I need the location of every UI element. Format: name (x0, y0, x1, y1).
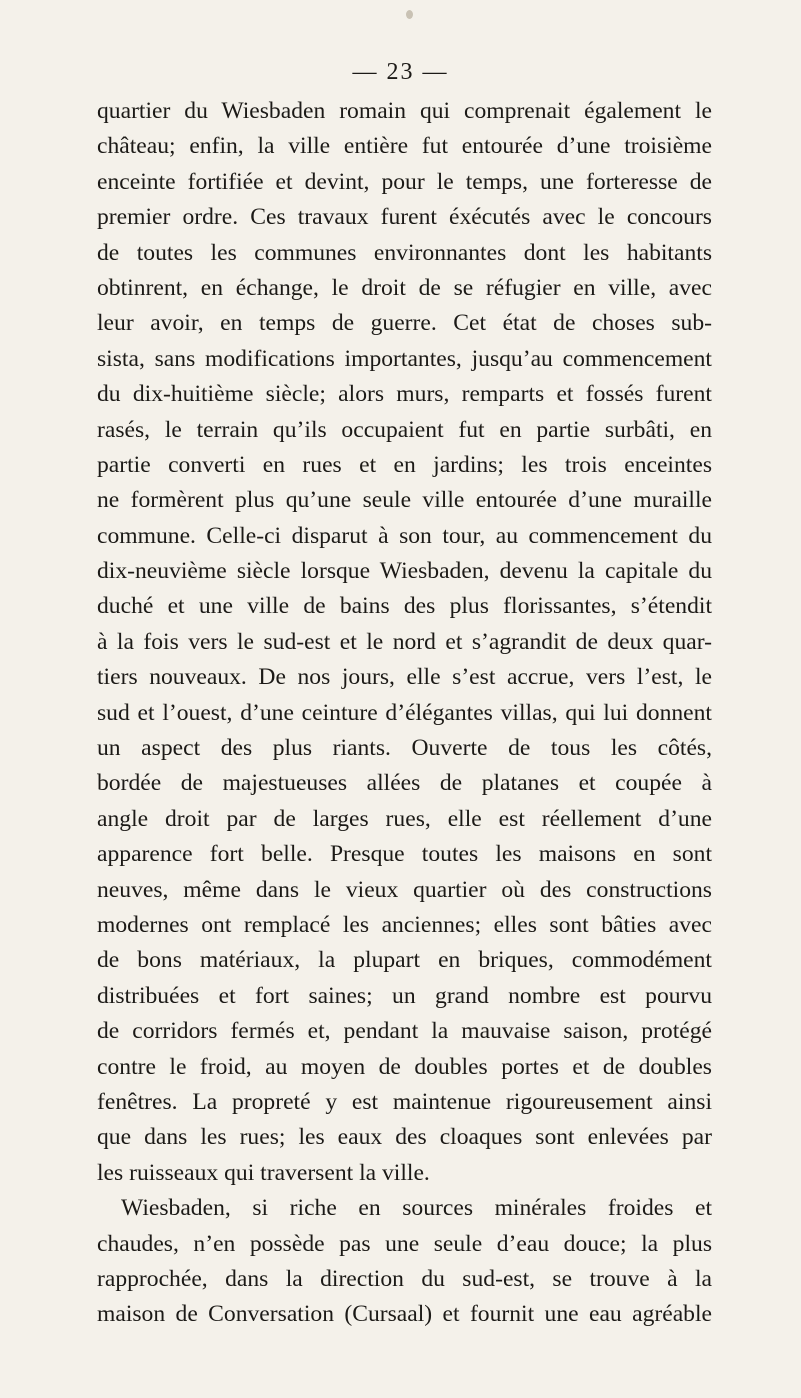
text-line: sud et l’ouest, d’une ceinture d’élégantes villas, qui lui donnent (97, 699, 712, 726)
paragraph-end-line: les ruisseaux qui traversent la ville. (97, 1159, 430, 1186)
text-line: obtinrent, en échange, le droit de se réfugier en ville, avec (97, 274, 712, 301)
text-line: de toutes les communes environnantes dont les habitants (97, 239, 712, 266)
text-line: contre le froid, au moyen de doubles portes et de doubles (97, 1053, 712, 1080)
text-line: que dans les rues; les eaux des cloaques sont enlevées par (97, 1124, 712, 1151)
ink-spot (406, 10, 413, 19)
text-line: duché et une ville de bains des plus florissantes, s’étendit (97, 593, 712, 620)
text-line: rasés, le terrain qu’ils occupaient fut en partie surbâti, en (97, 416, 712, 443)
text-line: fenêtres. La propreté y est maintenue rigoureusement ainsi (97, 1088, 712, 1115)
text-line: leur avoir, en temps de guerre. Cet état de choses sub- (97, 310, 712, 337)
text-line: modernes ont remplacé les anciennes; elles sont bâties avec (97, 911, 712, 938)
text-line: quartier du Wiesbaden romain qui comprenait également le (97, 98, 712, 124)
text-line: commune. Celle-ci disparut à son tour, au commencement du (97, 522, 712, 549)
text-line: ne formèrent plus qu’une seule ville entourée d’une muraille (97, 487, 712, 514)
text-line: bordée de majestueuses allées de platanes et coupée à (97, 770, 712, 797)
page-number: — 23 — (352, 59, 449, 85)
text-line: sista, sans modifications importantes, jusqu’au commencement (97, 345, 712, 372)
text-line: neuves, même dans le vieux quartier où des constructions (97, 876, 712, 903)
text-line: dix-neuvième siècle lorsque Wiesbaden, devenu la capitale du (97, 558, 712, 585)
text-line: chaudes, n’en possède pas une seule d’eau douce; la plus (97, 1230, 712, 1257)
text-line: du dix-huitième siècle; alors murs, remparts et fossés furent (97, 381, 712, 408)
text-line: de corridors fermés et, pendant la mauvaise saison, protégé (97, 1018, 712, 1045)
text-line: angle droit par de larges rues, elle est réellement d’une (97, 805, 712, 832)
text-line: à la fois vers le sud-est et le nord et s’agrandit de deux quar- (97, 628, 712, 655)
text-line: apparence fort belle. Presque toutes les maisons en sont (97, 841, 712, 868)
paragraph-start-line: Wiesbaden, si riche en sources minérales froides et (121, 1195, 712, 1222)
text-line: maison de Conversation (Cursaal) et fournit une eau agréable (97, 1301, 712, 1328)
text-line: distribuées et fort saines; un grand nombre est pourvu (97, 982, 712, 1009)
text-line: rapprochée, dans la direction du sud-est, se trouve à la (97, 1265, 712, 1292)
text-line: premier ordre. Ces travaux furent éxécutés avec le concours (97, 204, 712, 231)
text-line: un aspect des plus riants. Ouverte de tous les côtés, (97, 735, 712, 762)
text-line: tiers nouveaux. De nos jours, elle s’est accrue, vers l’est, le (97, 664, 712, 691)
text-line: château; enfin, la ville entière fut entourée d’une troisième (97, 133, 712, 160)
text-line: de bons matériaux, la plupart en briques, commodément (97, 947, 712, 974)
text-line: enceinte fortifiée et devint, pour le temps, une forteresse de (97, 168, 712, 195)
body-text (97, 94, 712, 1333)
text-line: partie converti en rues et en jardins; les trois enceintes (97, 451, 712, 478)
